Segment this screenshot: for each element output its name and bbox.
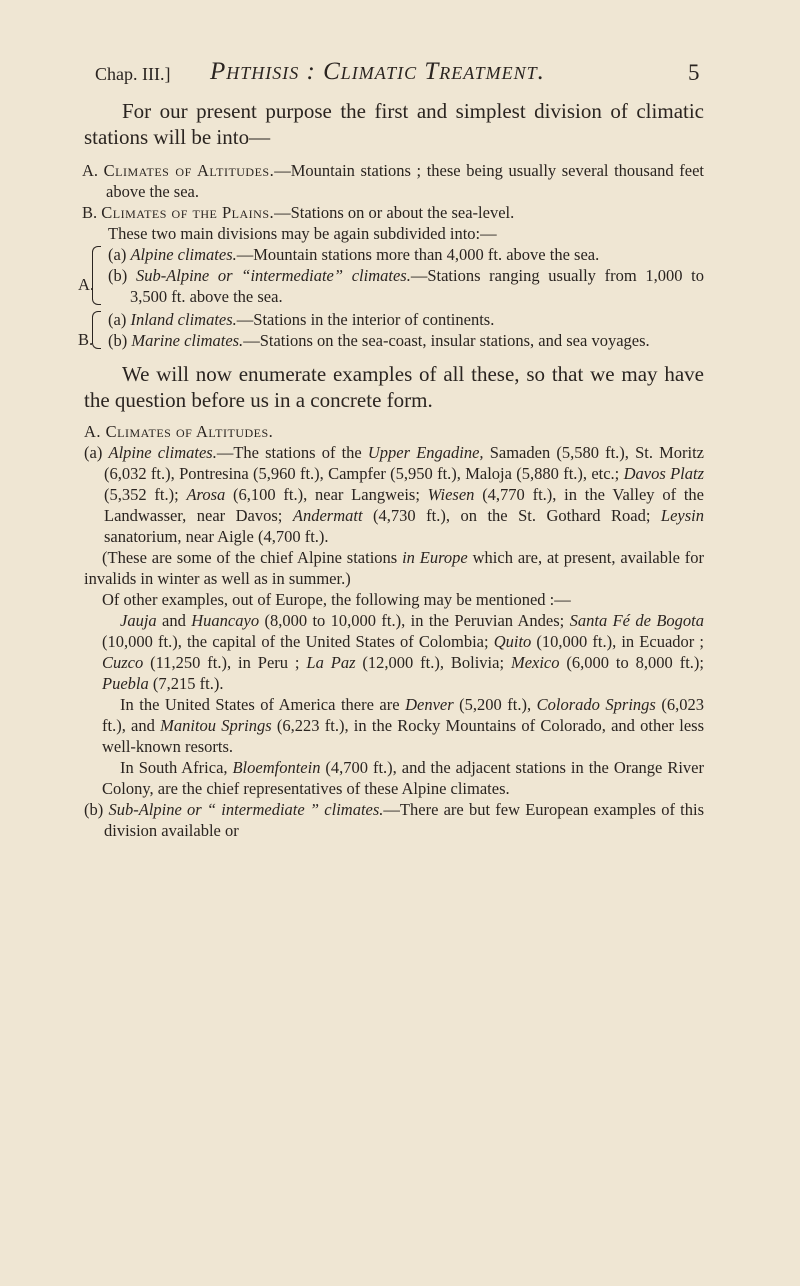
subdivision-b-a: (a) Inland climates.—Stations in the interior of continents.: [108, 310, 495, 329]
chapter-label: Chap. III.]: [95, 64, 171, 84]
page-body: [78, 98, 705, 841]
division-a: A. Climates of Altitudes.—Mountain stations ; these being usually several thousand feet above the sea.: [82, 161, 704, 201]
group-label-a: A.: [78, 275, 95, 294]
brace-b: [92, 311, 101, 349]
division-b: B. Climates of the Plains.—Stations on or about the sea-level.: [82, 203, 515, 222]
running-header: [0, 58, 800, 88]
section-a-heading: A. Climates of Altitudes.: [84, 422, 274, 441]
alpine-climates-paragraph: (a) Alpine climates.—The stations of the Upper Engadine, Samaden (5,580 ft.), St. Moritz (6,032 ft.), Pontresina (5,960 ft.), Campfer (5,950 ft.), Maloja (5,880 ft.), etc.; Davos Platz (5,352 ft.); Arosa (6,100 ft.), near Langweis; Wiesen (4,770 ft.), in the Valley of the Landwasser, near Davos; Andermatt (4,730 ft.), on the St. Gothard Road; Leysin sanatorium, near Aigle (4,700 ft.).: [84, 443, 705, 546]
americas-paragraph: Jauja and Huancayo (8,000 to 10,000 ft.), in the Peruvian Andes; Santa Fé de Bogota (10,000 ft.), the capital of the United States of Colombia; Quito (10,000 ft.), in Ecuador ; Cuzco (11,250 ft.), in Peru ; La Paz (12,000 ft.), Bolivia; Mexico (6,000 to 8,000 ft.); Puebla (7,215 ft.).: [102, 611, 704, 693]
other-examples-intro: Of other examples, out of Europe, the following may be mentioned :—: [102, 590, 571, 609]
brace-a: [92, 246, 101, 305]
usa-paragraph: In the United States of America there are Denver (5,200 ft.), Colorado Springs (6,023 ft.), and Manitou Springs (6,223 ft.), in the Rocky Mountains of Colorado, and other less well-known resorts.: [102, 695, 705, 756]
africa-paragraph: In South Africa, Bloemfontein (4,700 ft.), and the adjacent stations in the Orange River Colony, are the chief representatives of these Alpine climates.: [102, 758, 704, 798]
subdivide-intro: These two main divisions may be again subdivided into:—: [108, 224, 497, 243]
subdivision-b-b: (b) Marine climates.—Stations on the sea-coast, insular stations, and sea voyages.: [108, 331, 650, 350]
group-label-b: B.: [78, 330, 94, 349]
subalpine-paragraph: (b) Sub-Alpine or “ intermediate ” climates.—There are but few European examples of this division available or: [84, 800, 704, 840]
subdivision-a-b: (b) Sub-Alpine or “intermediate” climates.—Stations ranging usually from 1,000 to 3,500 ft. above the sea.: [108, 266, 704, 306]
page-number: 5: [688, 60, 700, 85]
enumerate-paragraph: We will now enumerate examples of all these, so that we may have the question before us in a concrete form.: [84, 362, 704, 412]
subdivision-group-a: [78, 244, 704, 307]
subdivision-group-b: [78, 309, 704, 351]
intro-paragraph: For our present purpose the first and simplest division of climatic stations will be into—: [84, 99, 704, 149]
running-title: Phthisis : Climatic Treatment.: [210, 58, 545, 85]
subdivision-a-a: (a) Alpine climates.—Mountain stations more than 4,000 ft. above the sea.: [108, 245, 600, 264]
alpine-note: (These are some of the chief Alpine stations in Europe which are, at present, available for invalids in winter as well as in summer.): [84, 548, 705, 588]
